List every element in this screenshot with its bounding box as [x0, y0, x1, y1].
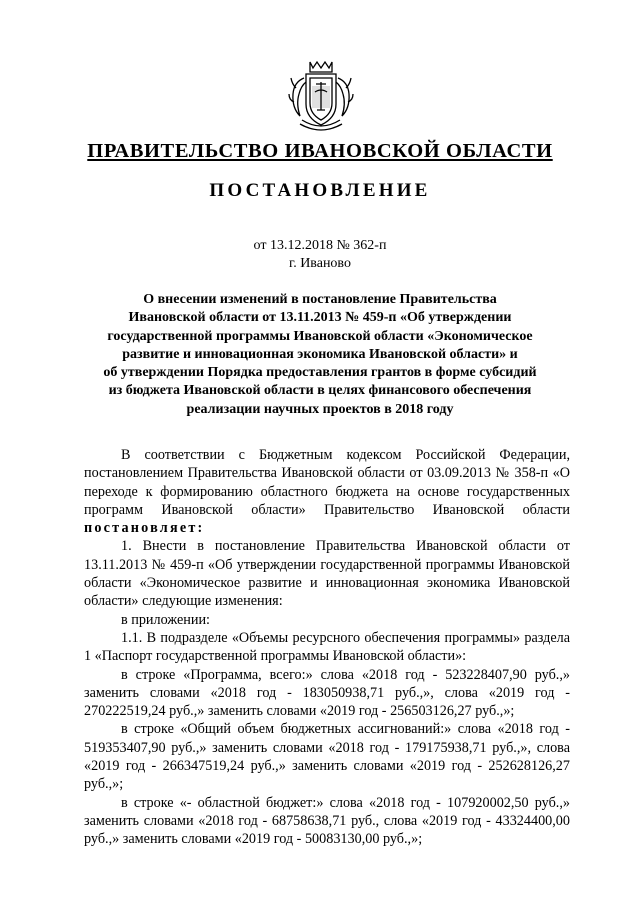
subject-line: развитие и инновационная экономика Ивановской области» и	[122, 346, 518, 362]
subject-line: О внесении изменений в постановление Правительства	[143, 292, 497, 307]
decree-subject	[85, 291, 555, 419]
coat-of-arms-icon	[288, 58, 354, 132]
subject-line: государственной программы Ивановской области «Экономическое	[107, 328, 533, 344]
subject-line: об утверждении Порядка предоставления грантов в форме субсидий	[103, 365, 537, 381]
regional-budget-paragraph: в строке «- областной бюджет:» слова «2018 год - 107920002,50 руб.,» заменить словами «2018 год - 68758638,71 руб., слова «2019 год - 43324400,00 руб.,» заменить словами «2019 год - 50083130,00 руб.,»;	[84, 794, 570, 848]
budget-allocations-paragraph: в строке «Общий объем бюджетных ассигнований:» слова «2018 год - 519353407,90 руб.,» заменить словами «2018 год - 179175938,71 руб.,», слова «2019 год - 266347519,24 руб.,» заменить словами «2019 год - 252628126,27 руб.,»;	[84, 721, 570, 793]
program-total-paragraph: в строке «Программа, всего:» слова «2018 год - 523228407,90 руб.,» заменить словами «2018 год - 183050938,71 руб.,», слова «2019 год - 270222519,24 руб.,» заменить словами «2019 год - 256503126,27 руб.,»;	[84, 666, 570, 720]
subject-line: из бюджета Ивановской области в целях финансового обеспечения	[108, 383, 532, 399]
government-title: ПРАВИТЕЛЬСТВО ИВАНОВСКОЙ ОБЛАСТИ	[87, 140, 553, 162]
item-1-paragraph: 1. Внести в постановление Правительства Ивановской области от 13.11.2013 № 459-п «Об утверждении государственной программы Ивановской области «Экономическое развитие и инновационная экономика Ивановской области» следующие изменения:	[84, 538, 570, 610]
resolves-word: постановляет:	[84, 520, 205, 537]
subject-line: Ивановской области от 13.11.2013 № 459-п «Об утверждении	[128, 310, 512, 326]
preamble-paragraph	[84, 446, 570, 537]
preamble-text: В соответствии с Бюджетным кодексом Российской Федерации, постановлением Правительства Ивановской области от 03.09.2013 № 358-п «О переходе к формированию областного бюджета на основе государственных программ Ивановской области» Правительство Ивановской области	[84, 447, 570, 518]
item-1-1-paragraph: 1.1. В подразделе «Объемы ресурсного обеспечения программы» раздела 1 «Паспорт государственной программы Ивановской области»:	[84, 629, 570, 665]
document-type-title: ПОСТАНОВЛЕНИЕ	[209, 180, 431, 201]
subject-line: реализации научных проектов в 2018 году	[186, 401, 454, 417]
decree-body	[84, 446, 570, 849]
in-appendix-paragraph: в приложении:	[121, 611, 210, 628]
city-name: г. Иваново	[289, 256, 351, 271]
decree-date-number: от 13.12.2018 № 362-п	[253, 238, 387, 253]
